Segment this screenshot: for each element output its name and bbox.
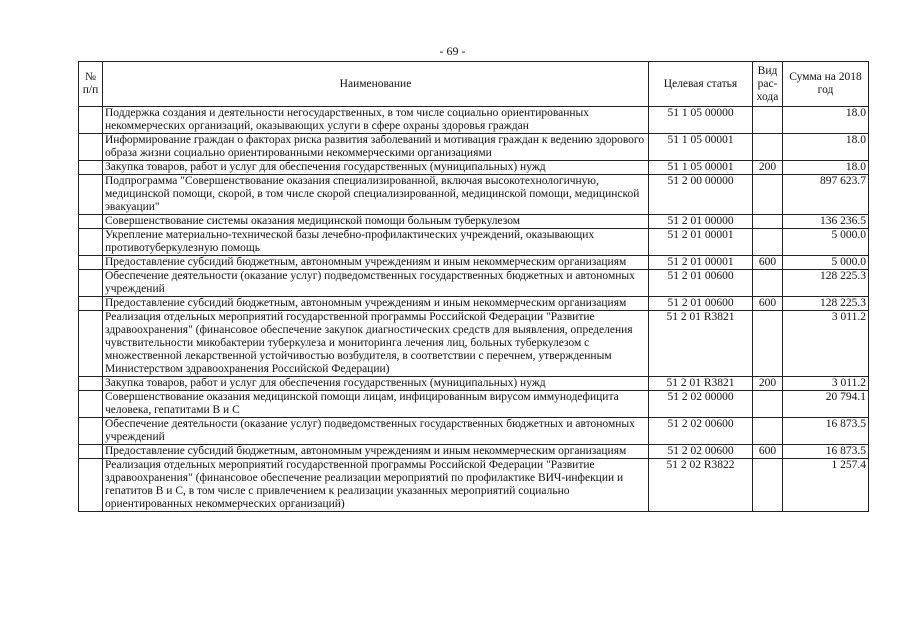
cell-type: 200 <box>753 377 783 391</box>
cell-sum: 5 000.0 <box>783 256 869 270</box>
cell-sum: 128 225.3 <box>783 297 869 311</box>
cell-num <box>79 107 103 134</box>
table-row <box>79 107 869 134</box>
cell-name: Укрепление материально-технической базы лечебно-профилактических учреждений, оказывающих противотуберкулезную помощь <box>103 229 649 256</box>
cell-num <box>79 134 103 161</box>
cell-num <box>79 297 103 311</box>
header-name: Наименование <box>103 62 649 107</box>
cell-name: Закупка товаров, работ и услуг для обеспечения государственных (муниципальных) нужд <box>103 377 649 391</box>
cell-num <box>79 229 103 256</box>
cell-name: Обеспечение деятельности (оказание услуг) подведомственных государственных бюджетных и автономных учреждений <box>103 270 649 297</box>
cell-code: 51 2 02 R3822 <box>649 459 753 512</box>
cell-type: 600 <box>753 445 783 459</box>
table-row <box>79 270 869 297</box>
cell-name: Закупка товаров, работ и услуг для обеспечения государственных (муниципальных) нужд <box>103 161 649 175</box>
cell-sum: 3 011.2 <box>783 311 869 377</box>
cell-code: 51 1 05 00001 <box>649 134 753 161</box>
budget-table <box>78 61 869 512</box>
table-row <box>79 459 869 512</box>
cell-num <box>79 175 103 215</box>
cell-code: 51 2 01 R3821 <box>649 311 753 377</box>
table-row <box>79 418 869 445</box>
cell-num <box>79 459 103 512</box>
cell-code: 51 2 01 00000 <box>649 215 753 229</box>
cell-type <box>753 107 783 134</box>
cell-type <box>753 134 783 161</box>
cell-code: 51 2 01 00600 <box>649 297 753 311</box>
cell-type <box>753 459 783 512</box>
cell-sum: 18.0 <box>783 134 869 161</box>
table-row <box>79 229 869 256</box>
cell-sum: 18.0 <box>783 161 869 175</box>
cell-sum: 18.0 <box>783 107 869 134</box>
cell-num <box>79 161 103 175</box>
cell-type <box>753 311 783 377</box>
cell-name: Предоставление субсидий бюджетным, автономным учреждениям и иным некоммерческим организациям <box>103 297 649 311</box>
cell-sum: 128 225.3 <box>783 270 869 297</box>
cell-sum: 136 236.5 <box>783 215 869 229</box>
header-type: Вид рас- хода <box>753 62 783 107</box>
header-num: № п/п <box>79 62 103 107</box>
cell-name: Поддержка создания и деятельности негосударственных, в том числе социально ориентированных некоммерческих организаций, оказывающих услуги в сфере охраны здоровья граждан <box>103 107 649 134</box>
cell-num <box>79 270 103 297</box>
table-row <box>79 311 869 377</box>
cell-name: Реализация отдельных мероприятий государственной программы Российской Федерации "Развитие здравоохранения" (финансовое обеспечение закупок диагностических средств для выявления, определения чувствительности микобактерии туберкулеза и мониторинга лечения лиц, больных туберкулезом с множественной лекарственной устойчивостью возбудителя, в соответствии с перечнем, утвержденным Министерством здравоохранения Российской Федерации) <box>103 311 649 377</box>
header-code: Целевая статья <box>649 62 753 107</box>
table-row <box>79 161 869 175</box>
cell-num <box>79 418 103 445</box>
cell-code: 51 2 01 00001 <box>649 256 753 270</box>
cell-sum: 16 873.5 <box>783 445 869 459</box>
table-row <box>79 391 869 418</box>
cell-sum: 20 794.1 <box>783 391 869 418</box>
table-row <box>79 175 869 215</box>
cell-type: 200 <box>753 161 783 175</box>
cell-sum: 897 623.7 <box>783 175 869 215</box>
cell-num <box>79 391 103 418</box>
cell-sum: 3 011.2 <box>783 377 869 391</box>
table-header-row <box>79 62 869 107</box>
cell-name: Предоставление субсидий бюджетным, автономным учреждениям и иным некоммерческим организациям <box>103 256 649 270</box>
cell-type: 600 <box>753 256 783 270</box>
cell-code: 51 2 01 00600 <box>649 270 753 297</box>
cell-code: 51 2 00 00000 <box>649 175 753 215</box>
cell-name: Информирование граждан о факторах риска развития заболеваний и мотивация граждан к ведению здорового образа жизни социально ориентированными некоммерческими организациями <box>103 134 649 161</box>
cell-num <box>79 377 103 391</box>
table-row <box>79 256 869 270</box>
cell-code: 51 2 02 00600 <box>649 445 753 459</box>
cell-name: Подпрограмма "Совершенствование оказания специализированной, включая высокотехнологичную, медицинской помощи, скорой, в том числе скорой специализированной, медицинской помощи, медицинской эвакуации" <box>103 175 649 215</box>
cell-code: 51 2 02 00600 <box>649 418 753 445</box>
cell-code: 51 1 05 00000 <box>649 107 753 134</box>
table-body <box>79 107 869 512</box>
table-row <box>79 445 869 459</box>
cell-type <box>753 418 783 445</box>
cell-code: 51 2 01 00001 <box>649 229 753 256</box>
cell-num <box>79 256 103 270</box>
cell-type: 600 <box>753 297 783 311</box>
cell-name: Обеспечение деятельности (оказание услуг) подведомственных государственных бюджетных и автономных учреждений <box>103 418 649 445</box>
cell-sum: 16 873.5 <box>783 418 869 445</box>
table-row <box>79 134 869 161</box>
table-row <box>79 377 869 391</box>
cell-type <box>753 270 783 297</box>
cell-sum: 5 000.0 <box>783 229 869 256</box>
cell-num <box>79 311 103 377</box>
cell-name: Предоставление субсидий бюджетным, автономным учреждениям и иным некоммерческим организациям <box>103 445 649 459</box>
table-row <box>79 215 869 229</box>
cell-code: 51 2 01 R3821 <box>649 377 753 391</box>
cell-num <box>79 215 103 229</box>
cell-name: Совершенствование системы оказания медицинской помощи больным туберкулезом <box>103 215 649 229</box>
cell-num <box>79 445 103 459</box>
cell-type <box>753 175 783 215</box>
page-number: - 69 - <box>439 44 466 58</box>
header-sum: Сумма на 2018 год <box>783 62 869 107</box>
cell-type <box>753 215 783 229</box>
cell-type <box>753 229 783 256</box>
table-row <box>79 297 869 311</box>
cell-name: Совершенствование оказания медицинской помощи лицам, инфицированным вирусом иммунодефицита человека, гепатитами В и С <box>103 391 649 418</box>
cell-type <box>753 391 783 418</box>
cell-name: Реализация отдельных мероприятий государственной программы Российской Федерации "Развитие здравоохранения" (финансовое обеспечение реализации мероприятий по профилактике ВИЧ-инфекции и гепатитов В и С, в том числе с привлечением к реализации указанных мероприятий социально ориентированных некоммерческих организаций) <box>103 459 649 512</box>
cell-sum: 1 257.4 <box>783 459 869 512</box>
cell-code: 51 1 05 00001 <box>649 161 753 175</box>
cell-code: 51 2 02 00000 <box>649 391 753 418</box>
